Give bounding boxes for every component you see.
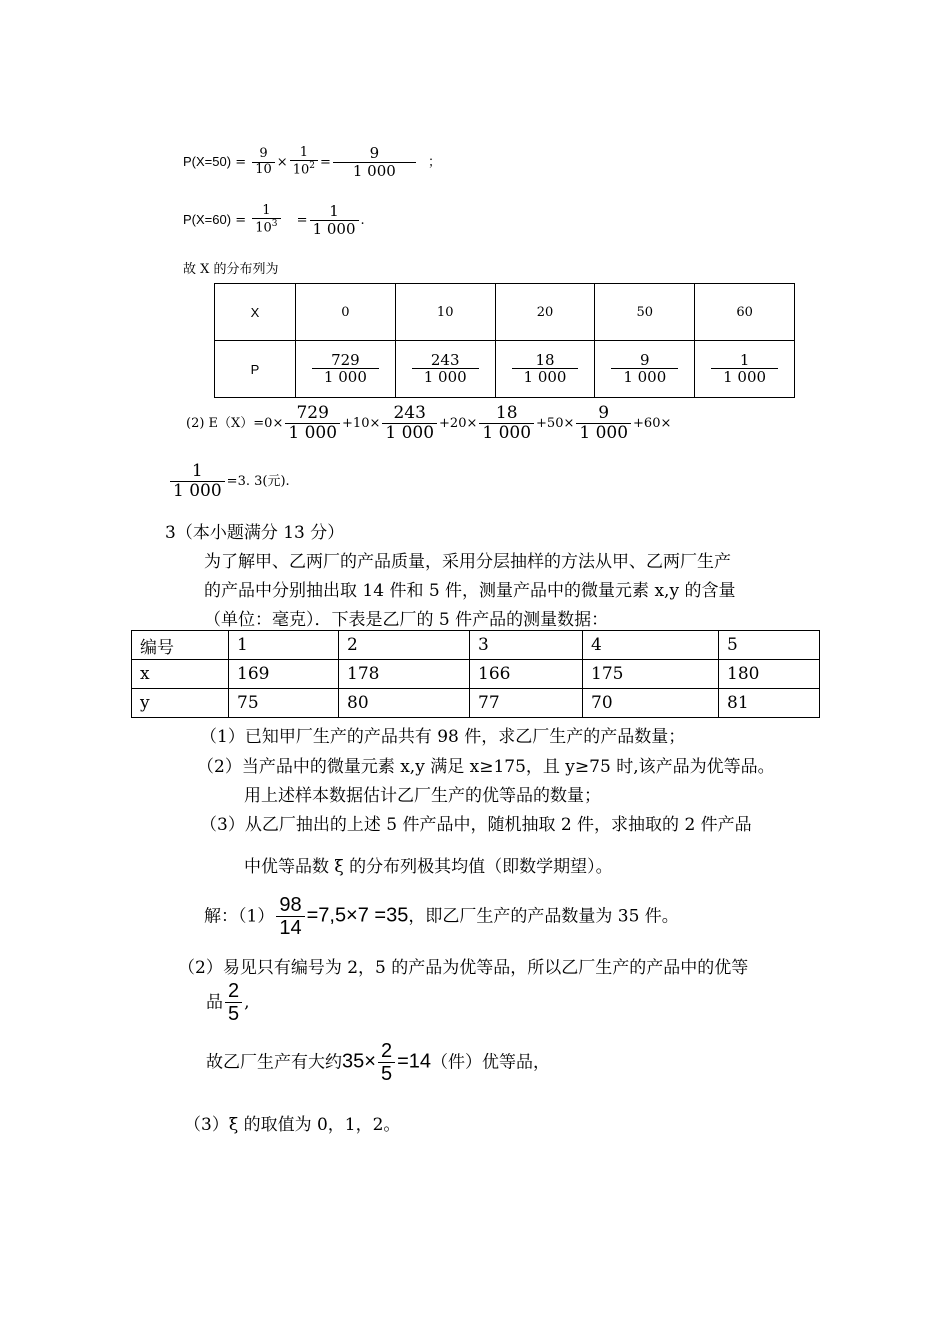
question-3-cont: 中优等品数 ξ 的分布列极其均值（即数学期望）。 [244,857,613,877]
measurement-table [131,630,820,718]
table-cell: 175 [583,660,719,689]
table-row [132,660,820,689]
p50-lhs: P(X=50) [183,153,232,169]
table-cell: P [215,341,296,398]
table-row [215,284,795,341]
table-cell: 3 [470,631,583,660]
problem-3-text: 为了解甲、乙两厂的产品质量，采用分层抽样的方法从甲、乙两厂生产 [204,552,731,572]
p50-line: P(X=50) = $\frac{9}{10}$ × $\frac{1}{10^2}$ = $\frac{9}{1 000}$ ； [183,144,441,180]
table-cell: 169 [229,660,339,689]
table-cell: 编号 [132,631,229,660]
problem-3-text: （单位：毫克）．下表是乙厂的 5 件产品的测量数据： [204,610,609,630]
table-cell: $\frac{1}{1 000}$ [695,341,795,398]
dist-intro: 故 X 的分布列为 [183,262,279,277]
table-cell: 166 [470,660,583,689]
table-cell: 178 [339,660,470,689]
table-cell: 20 [495,284,595,341]
table-cell: 50 [595,284,695,341]
question-2: （2）当产品中的微量元素 x,y 满足 x≥175，且 y≥75 时,该产品为优等品。 [197,757,775,777]
problem-3-heading: 3（本小题满分 13 分） [165,523,345,543]
table-cell: 75 [229,689,339,718]
p60-frac2: $\frac{1}{1 000}$ [310,203,359,238]
expectation-line: (2) E（X）=0× $\frac{729}{1 000}$ +10× $\frac{243}{1 000}$ +20× $\frac{18}{1 000}$ +50× $\frac{9}{1 000}$ +60× [186,403,672,443]
table-cell: 4 [583,631,719,660]
distribution-table [214,283,795,398]
frac: $\frac{9}{1 000}$ [576,404,631,443]
table-cell: x [132,660,229,689]
table-cell: 180 [719,660,820,689]
table-cell: 5 [719,631,820,660]
table-row [215,341,795,398]
p50-frac2: $\frac{1}{10^2}$ [290,146,318,179]
frac: $\frac{243}{1 000}$ [382,404,437,443]
table-cell: 70 [583,689,719,718]
frac: $\frac{18}{1 000}$ [479,404,534,443]
table-cell: 80 [339,689,470,718]
p60-frac1: $\frac{1}{10^3}$ [252,204,280,237]
frac: $\frac{2}{5}$ [225,980,242,1026]
frac: $\frac{98}{14}$ [276,894,304,940]
frac: $\frac{729}{1 000}$ [285,404,340,443]
table-row [132,631,820,660]
table-cell: y [132,689,229,718]
table-cell: 77 [470,689,583,718]
table-cell: 2 [339,631,470,660]
table-row [132,689,820,718]
expectation-result: $\frac{1}{1 000}$ =3. 3(元). [168,462,290,501]
table-cell: X [215,284,296,341]
table-cell: 10 [395,284,495,341]
table-cell: $\frac{18}{1 000}$ [495,341,595,398]
table-cell: 60 [695,284,795,341]
question-2-cont: 用上述样本数据估计乙厂生产的优等品的数量； [244,786,601,806]
solution-2: （2）易见只有编号为 2，5 的产品为优等品，所以乙厂生产的产品中的优等 [178,958,749,978]
table-cell: 1 [229,631,339,660]
p50-frac3: $\frac{9}{1 000}$ [333,145,416,180]
solution-1: 解：（1） $\frac{98}{14}$ =7,5×7 =35，即乙厂生产的产品数量为 35 件。 [204,894,679,939]
p50-frac1: $\frac{9}{10}$ [252,147,275,177]
frac: $\frac{2}{5}$ [378,1040,395,1086]
question-3: （3）从乙厂抽出的上述 5 件产品中，随机抽取 2 件，求抽取的 2 件产品 [200,815,752,835]
solution-2-estimate: 故乙厂生产有大约35× $\frac{2}{5}$ =14（件）优等品， [206,1040,550,1085]
table-cell: $\frac{9}{1 000}$ [595,341,695,398]
p60-lhs: P(X=60) [183,211,232,227]
table-cell: 81 [719,689,820,718]
table-cell: $\frac{243}{1 000}$ [395,341,495,398]
problem-3-text: 的产品中分别抽出取 14 件和 5 件，测量产品中的微量元素 x,y 的含量 [204,581,736,601]
frac: $\frac{1}{1 000}$ [170,462,225,501]
table-cell: 0 [296,284,396,341]
table-cell: $\frac{729}{1 000}$ [296,341,396,398]
p60-line: P(X=60) = $\frac{1}{10^3}$ = $\frac{1}{1 000}$ . [183,202,365,238]
solution-2-fraction: 品 $\frac{2}{5}$ , [206,980,250,1025]
solution-3: （3）ξ 的取值为 0，1，2。 [184,1115,401,1135]
question-1: （1）已知甲厂生产的产品共有 98 件，求乙厂生产的产品数量； [200,727,686,747]
